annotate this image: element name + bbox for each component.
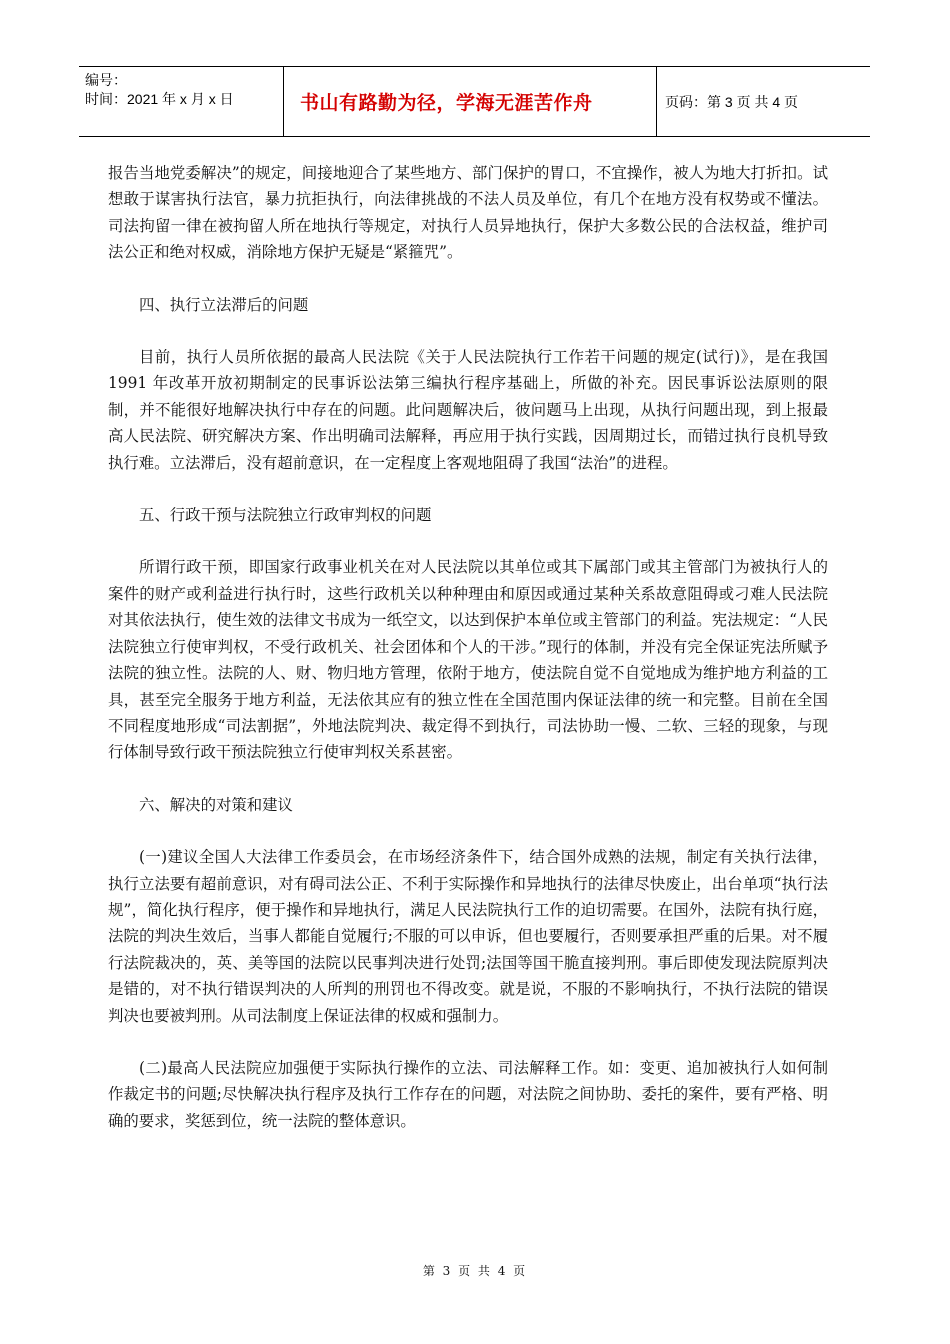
section-heading: 四、执行立法滞后的问题 [139, 295, 309, 314]
body-paragraph: (二)最高人民法院应加强便于实际执行操作的立法、司法解释工作。如：变更、追加被执行人如何制作裁定书的问题;尽快解决执行程序及执行工作存在的问题，对法院之间协助、委托的案件，要有严格、明确的要求，奖惩到位，统一法院的整体意识。 [108, 1058, 828, 1130]
section-heading: 六、解决的对策和建议 [139, 795, 293, 814]
header-page-label: 页码：第 3 页 共 4 页 [665, 93, 799, 110]
document-body [108, 160, 828, 1134]
header-meta [79, 67, 284, 136]
header-motto: 书山有路勤为径，学海无涯苦作舟 [284, 67, 657, 136]
body-paragraph: 目前，执行人员所依据的最高人民法院《关于人民法院执行工作若干问题的规定(试行)》，是在我国 1991 年改革开放初期制定的民事诉讼法第三编执行程序基础上，所做的补充。因民事诉讼法原则的限制，并不能很好地解决执行中存在的问题。此问题解决后，彼问题马上出现，从执行问题出现，到上报最高人民法院、研究解决方案、作出明确司法解释，再应用于执行实践，因周期过长，而错过执行良机导致执行难。立法滞后，没有超前意识，在一定程度上客观地阻碍了我国“法治”的进程。 [108, 348, 828, 472]
page-footer: 第 3 页 共 4 页 [422, 1264, 528, 1278]
body-paragraph: (一)建议全国人大法律工作委员会，在市场经济条件下，结合国外成熟的法规，制定有关执行法律，执行立法要有超前意识，对有碍司法公正、不利于实际操作和异地执行的法律尽快废止，出台单项“执行法规”，简化执行程序，便于操作和异地执行，满足人民法院执行工作的迫切需要。在国外，法院有执行庭，法院的判决生效后，当事人都能自觉履行;不服的可以申诉，但也要履行，否则要承担严重的后果。对不履行法院裁决的，英、美等国的法院以民事判决进行处罚;法国等国干脆直接判刑。事后即使发现法院原判决是错的，对不执行错误判决的人所判的刑罚也不得改变。就是说，不服的不影响执行，不执行法院的错误判决也要被判刑。从司法制度上保证法律的权威和强制力。 [108, 848, 828, 1025]
document-header [79, 66, 870, 137]
serial-number-label: 编号： [85, 72, 127, 88]
section-heading: 五、行政干预与法院独立行政审判权的问题 [139, 506, 432, 525]
date-label: 时间：2021 年 x 月 x 日 [85, 91, 234, 107]
body-paragraph: 所谓行政干预，即国家行政事业机关在对人民法院以其单位或其下属部门或其主管部门为被执行人的案件的财产或利益进行执行时，这些行政机关以种种理由和原因或通过某种关系故意阻碍或刁难人民法院对其依法执行，使生效的法律文书成为一纸空文，以达到保护本单位或主管部门的利益。宪法规定：“人民法院独立行使审判权，不受行政机关、社会团体和个人的干涉。”现行的体制，并没有完全保证宪法所赋予法院的独立性。法院的人、财、物归地方管理，依附于地方，使法院自觉不自觉地成为维护地方利益的工具，甚至完全服务于地方利益，无法依其应有的独立性在全国范围内保证法律的统一和完整。目前在全国不同程度地形成“司法割据”，外地法院判决、裁定得不到执行，司法协助一慢、二软、三轻的现象，与现行体制导致行政干预法院独立行使审判权关系甚密。 [108, 558, 828, 762]
body-paragraph: 报告当地党委解决”的规定，间接地迎合了某些地方、部门保护的胃口，不宜操作，被人为地大打折扣。试想敢于谋害执行法官，暴力抗拒执行，向法律挑战的不法人员及单位，有几个在地方没有权势或不懂法。司法拘留一律在被拘留人所在地执行等规定，对执行人员异地执行，保护大多数公民的合法权益，维护司法公正和绝对权威，消除地方保护无疑是“紧箍咒”。 [108, 164, 828, 262]
